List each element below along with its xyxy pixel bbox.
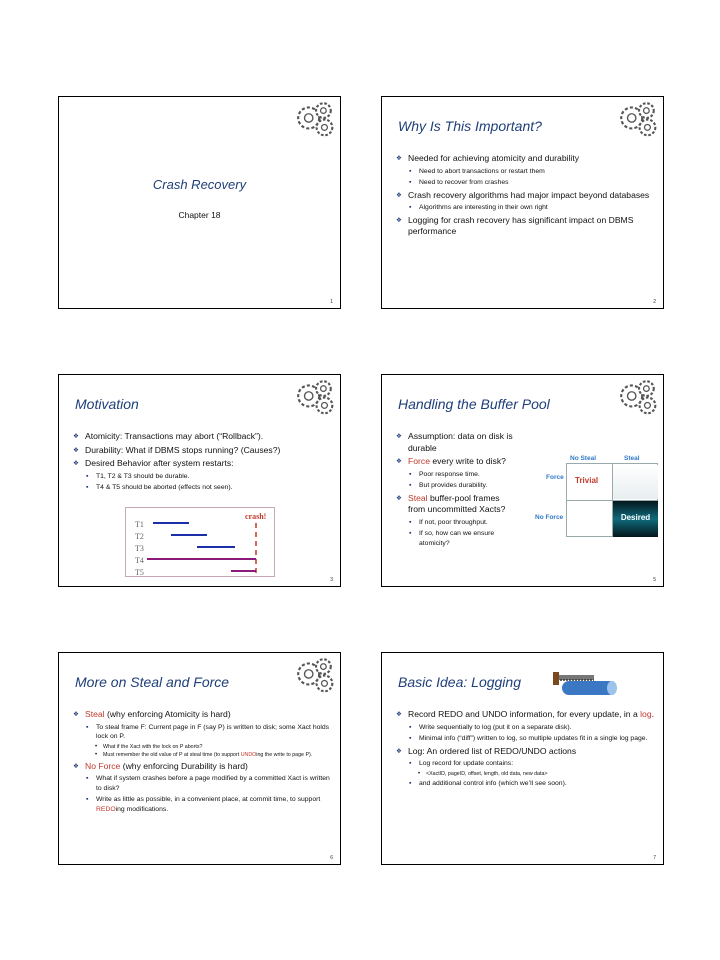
txn-label-t1: T1: [135, 520, 144, 529]
slide-title: Handling the Buffer Pool: [398, 396, 550, 412]
slide-title: More on Steal and Force: [75, 674, 230, 690]
grid-col-no-steal: No Steal: [570, 455, 597, 462]
txn-label-t3: T3: [135, 544, 144, 553]
cell-desired: Desired: [613, 501, 658, 537]
slide-title: Why Is This Important?: [398, 118, 542, 134]
bullet: ❖ Needed for achieving atomicity and durability: [396, 153, 655, 165]
slide-6: [381, 652, 664, 865]
sub-bullet: ▪ To steal frame F: Current page in F (say P) is written to disk; some Xact holds lock on P.: [73, 723, 332, 742]
bullet-text: buffer-pool frames from uncommitted Xacts?: [408, 492, 506, 515]
sub-bullet: ▪ Write sequentially to log (put it on a separate disk).: [396, 723, 655, 733]
page-number: 7: [653, 855, 656, 861]
text: ing the write to page P).: [256, 752, 313, 759]
slide-title: Motivation: [75, 396, 139, 412]
emphasis-redo: REDO: [96, 805, 116, 813]
grid-row-force: Force: [546, 474, 564, 481]
page-number: 6: [330, 855, 333, 861]
txn-label-t2: T2: [135, 532, 144, 541]
sub-bullet: ▪ and additional control info (which we’ll see soon).: [396, 779, 655, 789]
gears-icon: [294, 379, 336, 415]
bullet: ❖ Log: An ordered list of REDO/UNDO actions: [396, 746, 655, 758]
page-number: 1: [330, 299, 333, 305]
bullet: [73, 761, 332, 773]
text: Record REDO and UNDO information, for every update, in a: [408, 709, 641, 719]
sub-bullet: ▪ Need to abort transactions or restart them: [396, 167, 655, 177]
sub-bullet: ▪ But provides durability.: [396, 481, 513, 491]
gears-icon: [294, 657, 336, 693]
bullet: ❖ Logging for crash recovery has significant impact on DBMS performance: [396, 215, 655, 238]
slide-1: [58, 96, 341, 309]
sub-sub-bullet: • <XactID, pageID, offset, length, old data, new data>: [396, 771, 655, 778]
grid-row-no-force: No Force: [535, 514, 564, 521]
bullet: [396, 493, 513, 516]
sub-bullet: [73, 795, 332, 814]
emphasis-steal: Steal: [408, 492, 428, 503]
bullet-text: (why enforcing Atomicity is hard): [104, 709, 231, 719]
sub-bullet: ▪ Minimal info (“diff”) written to log, so multiple updates fit in a single log page.: [396, 734, 655, 744]
grid-box: [566, 463, 658, 537]
bullet: ❖ Crash recovery algorithms had major impact beyond databases: [396, 190, 655, 202]
sub-bullet: ▪ Log record for update contains:: [396, 759, 655, 769]
bullet: ❖ Durability: What if DBMS stops running? (Causes?): [73, 445, 332, 457]
bullet-text: every write to disk?: [429, 456, 506, 466]
saw-log-icon: [552, 671, 620, 697]
emphasis-log: log: [640, 709, 652, 719]
slide-title: Basic Idea: Logging: [398, 674, 521, 690]
slide-4: [381, 374, 664, 587]
grid-col-steal: Steal: [624, 455, 640, 462]
emphasis-force: Force: [408, 456, 430, 466]
sub-sub-bullet: [73, 752, 332, 759]
bullet: ❖ Assumption: data on disk is durable: [396, 431, 513, 454]
page-number: 5: [653, 577, 656, 583]
bullet: ❖ Atomicity: Transactions may abort (“Rollback”).: [73, 431, 332, 443]
bullet-text: (why enforcing Durability is hard): [120, 760, 248, 771]
page-number: 3: [330, 577, 333, 583]
slide-2: [381, 96, 664, 309]
sub-bullet: ▪ If not, poor throughput.: [396, 518, 513, 528]
text: Must remember the old value of P at steal time (to support: [103, 752, 241, 759]
slide-title: Crash Recovery: [152, 177, 247, 192]
text: Write as little as possible, in a convenient place, at commit time, to support: [96, 796, 321, 804]
slide-3: [58, 374, 341, 587]
transaction-timeline-diagram: [125, 507, 275, 577]
slide-5: [58, 652, 341, 865]
bullet: [73, 709, 332, 721]
text: ing modifications.: [115, 805, 169, 813]
sub-bullet: ▪ Need to recover from crashes: [396, 178, 655, 188]
sub-bullet: ▪ Poor response time.: [396, 470, 513, 480]
bullet: [396, 709, 655, 721]
gears-icon: [617, 379, 659, 415]
sub-sub-bullet: • What if the Xact with the lock on P aborts?: [73, 744, 332, 751]
bullet: ❖ Desired Behavior after system restarts:: [73, 458, 332, 470]
sub-bullet: ▪ What if system crashes before a page modified by a committed Xact is written to disk?: [73, 774, 332, 793]
txn-label-t4: T4: [135, 556, 144, 565]
cell-trivial: Trivial: [575, 476, 599, 485]
txn-label-t5: T5: [135, 568, 144, 577]
gears-icon: [294, 101, 336, 137]
sub-bullet: ▪ T1, T2 & T3 should be durable.: [73, 472, 332, 482]
bullet: [396, 456, 513, 468]
emphasis-steal: Steal: [85, 709, 105, 719]
steal-force-grid: [532, 451, 660, 561]
emphasis-undo: UNDO: [240, 752, 257, 759]
gears-icon: [617, 101, 659, 137]
slide-subtitle: Chapter 18: [178, 210, 221, 220]
emphasis-no-force: No Force: [85, 760, 121, 771]
crash-label: crash!: [245, 512, 267, 521]
page-number: 2: [653, 299, 656, 305]
cell-steal-force-shade: [613, 465, 658, 499]
sub-bullet: ▪ If so, how can we ensure atomicity?: [396, 529, 513, 548]
text: .: [651, 709, 654, 719]
sub-bullet: ▪ Algorithms are interesting in their own right: [396, 203, 655, 213]
sub-bullet: ▪ T4 & T5 should be aborted (effects not seen).: [73, 483, 332, 493]
